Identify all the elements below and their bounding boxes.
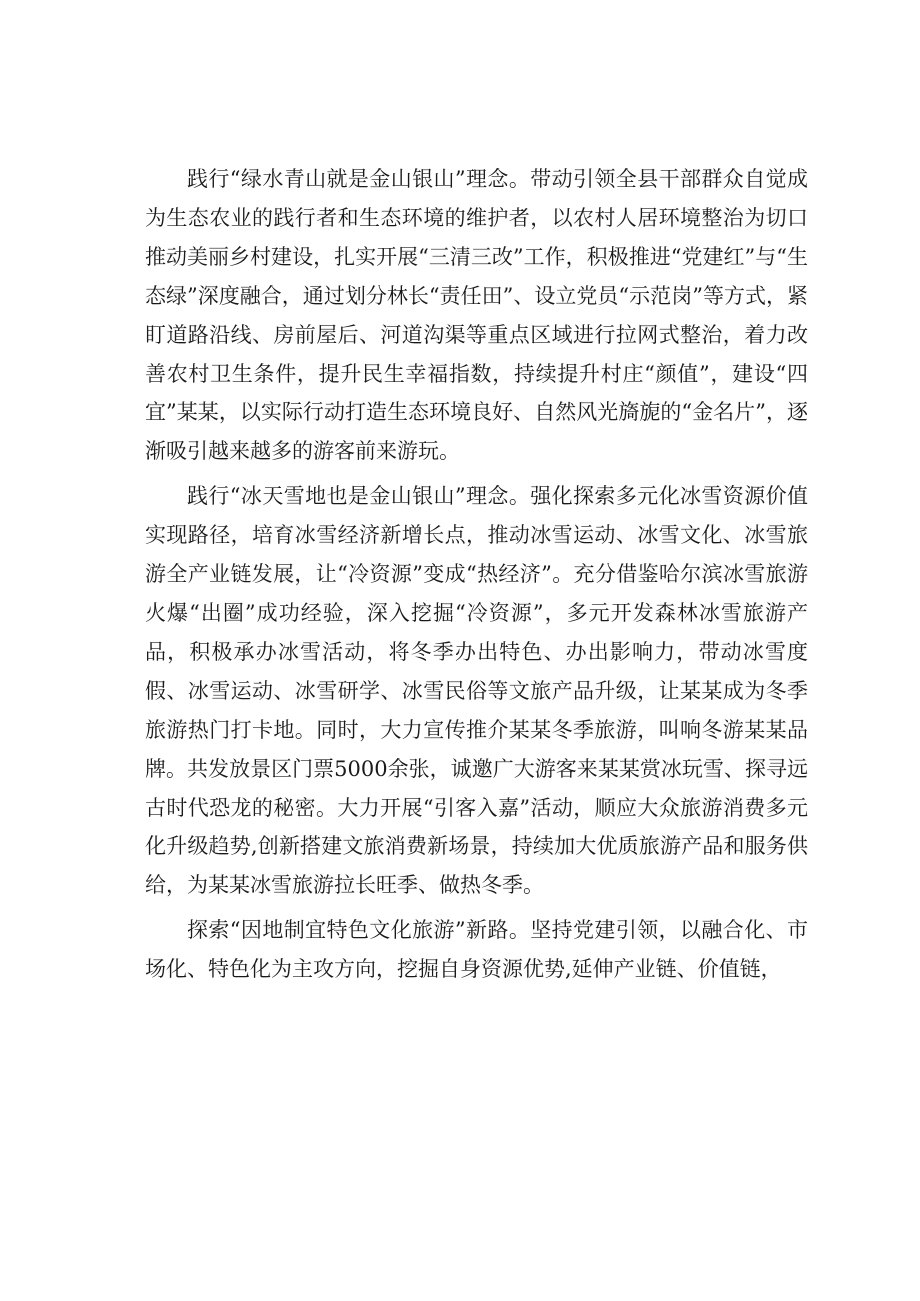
paragraph-3: 探索“因地制宜特色文化旅游”新路。坚持党建引领，以融合化、市场化、特色化为主攻方向，挖掘自身资源优势,延伸产业链、价值链，	[145, 918, 808, 982]
paragraph-1: 践行“绿水青山就是金山银山”理念。带动引领全县干部群众自觉成为生态农业的践行者和生态环境的维护者，以农村人居环境整治为切口推动美丽乡村建设，扎实开展“三清三改”工作，积极推进“党建红”与“生态绿”深度融合，通过划分林长“责任田”、设立党员“示范岗”等方式，紧盯道路沿线、房前屋后、河道沟渠等重点区域进行拉网式整治，着力改善农村卫生条件，提升民生幸福指数，持续提升村庄“颜值”，建设“四宜”某某，以实际行动打造生态环境良好、自然风光旖旎的“金名片”，逐渐吸引越来越多的游客前来游玩。	[145, 167, 808, 464]
paragraph-2: 践行“冰天雪地也是金山银山”理念。强化探索多元化冰雪资源价值实现路径，培育冰雪经济新增长点，推动冰雪运动、冰雪文化、冰雪旅游全产业链发展，让“冷资源”变成“热经济”。充分借鉴哈尔滨冰雪旅游火爆“出圈”成功经验，深入挖掘“冷资源”，多元开发森林冰雪旅游产品，积极承办冰雪活动，将冬季办出特色、办出影响力，带动冰雪度假、冰雪运动、冰雪研学、冰雪民俗等文旅产品升级，让某某成为冬季旅游热门打卡地。同时，大力宣传推介某某冬季旅游，叫响冬游某某品牌。共发放景区门票5000余张，诚邀广大游客来某某赏冰玩雪、探寻远古时代恐龙的秘密。大力开展“引客入嘉”活动，顺应大众旅游消费多元化升级趋势,创新搭建文旅消费新场景，持续加大优质旅游产品和服务供给，为某某冰雪旅游拉长旺季、做热冬季。	[145, 484, 808, 898]
